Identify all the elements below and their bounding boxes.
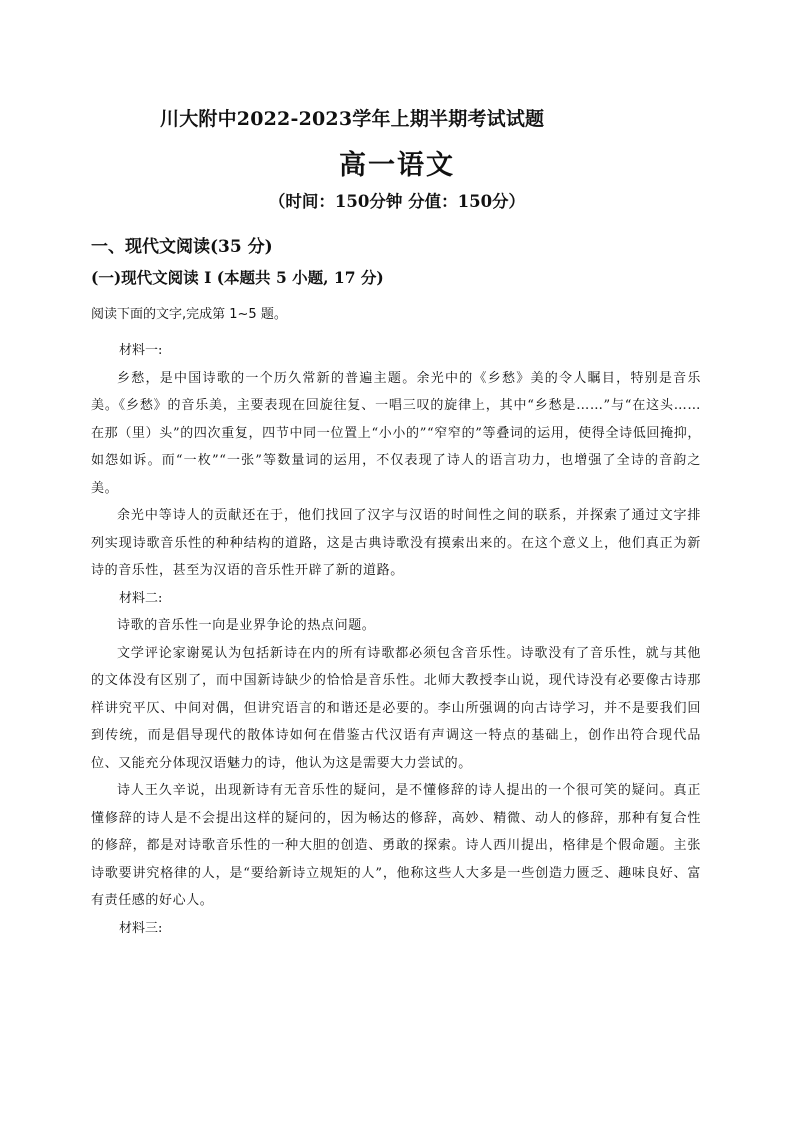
material-one-paragraph-1: 乡愁，是中国诗歌的一个历久常新的普遍主题。余光中的《乡愁》美的令人瞩目，特别是音乐美。《乡愁》的音乐美，主要表现在回旋往复、一唱三叹的旋律上，其中“乡愁是……”与“在这头……在那（里）头”的四次重复，四节中同一位置上“小小的”“窄窄的”等叠词的运用，使得全诗低回掩抑，如怨如诉。而“一枚”“一张”等数量词的运用，不仅表现了诗人的语言功力，也增强了全诗的音韵之美。 <box>91 370 701 496</box>
material-three-label: 材料三: <box>119 920 163 936</box>
material-one-label: 材料一: <box>119 343 163 358</box>
reading-instruction: 阅读下面的文字,完成第 1~5 题。 <box>91 307 287 322</box>
reading-passage <box>91 337 701 942</box>
material-two-paragraph-2: 文学评论家谢冕认为包括新诗在内的所有诗歌都必须包含音乐性。诗歌没有了音乐性，就与其他的文体没有区别了，而中国新诗缺少的恰恰是音乐性。北师大教授李山说，现代诗没有必要像古诗那样讲究平仄、中间对偶，但讲究语言的和谐还是必要的。李山所强调的向古诗学习，并不是要我们回到传统，而是倡导现代的散体诗如何在借鉴古代汉语有声调这一特点的基础上，创作出符合现代品位、又能充分体现汉语魅力的诗，他认为这是需要大力尝试的。 <box>91 645 701 771</box>
material-two-paragraph-3: 诗人王久辛说，出现新诗有无音乐性的疑问，是不懂修辞的诗人提出的一个很可笑的疑问。真正懂修辞的诗人是不会提出这样的疑问的，因为畅达的修辞，高妙、精微、动人的修辞，那种有复合性的修辞，都是对诗歌音乐性的一种大胆的创造、勇敢的探索。诗人西川提出，格律是个假命题。主张诗歌要讲究格律的人，是“要给新诗立规矩的人”，他称这些人大多是一些创造力匮乏、趣味良好、富有责任感的好心人。 <box>91 783 701 908</box>
exam-time-score: （时间：150分钟 分值：150分） <box>268 192 526 211</box>
material-one-paragraph-2: 余光中等诗人的贡献还在于，他们找回了汉字与汉语的时间性之间的联系，并探索了通过文字排列实现诗歌音乐性的种种结构的道路，这是古典诗歌没有摸索出来的。在这个意义上，他们真正为新诗的音乐性，甚至为汉语的音乐性开辟了新的道路。 <box>91 508 701 578</box>
material-two-paragraph-1: 诗歌的音乐性一向是业界争论的热点问题。 <box>117 618 376 633</box>
section-heading: 一、现代文阅读(35 分) <box>91 237 273 257</box>
material-two-label: 材料二: <box>119 590 163 606</box>
exam-title: 川大附中2022-2023学年上期半期考试试题 <box>160 108 545 130</box>
subsection-heading: (一)现代文阅读 I (本题共 5 小题, 17 分) <box>91 268 384 287</box>
subject-title: 高一语文 <box>339 150 455 181</box>
